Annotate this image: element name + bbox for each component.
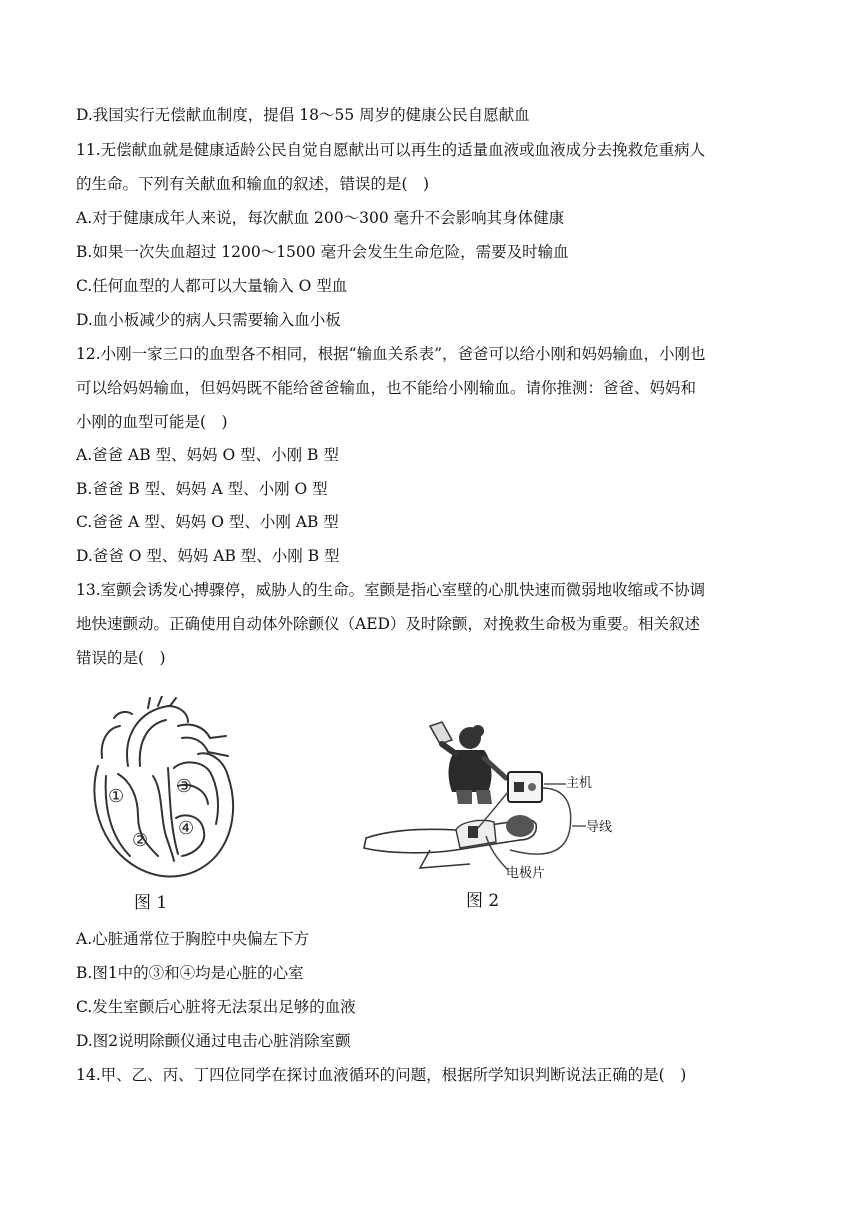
heart-outline (94, 753, 233, 876)
figure-2-caption: 图 2 (466, 891, 500, 911)
aed-host-device (508, 772, 542, 802)
figure-1-caption: 图 1 (134, 893, 168, 913)
q12-stem-line-1: 12.小刚一家三口的血型各不相同，根据“输血关系表”，爸爸可以给小刚和妈妈输血，小刚也 (76, 345, 706, 363)
q13-option-c: C.发生室颤后心脏将无法泵出足够的血液 (76, 998, 356, 1016)
q14-stem-line-1: 14.甲、乙、丙、丁四位同学在探讨血液循环的问题，根据所学知识判断说法正确的是( ) (76, 1066, 687, 1084)
q13-option-d: D.图2说明除颤仪通过电击心脏消除室颤 (76, 1032, 351, 1050)
q12-option-d: D.爸爸 O 型、妈妈 AB 型、小刚 B 型 (76, 547, 340, 565)
q13-option-a: A.心脏通常位于胸腔中央偏左下方 (76, 930, 310, 948)
q12-option-a: A.爸爸 AB 型、妈妈 O 型、小刚 B 型 (76, 446, 339, 464)
aed-illustration (360, 718, 640, 888)
q13-option-b: B.图1中的③和④均是心脏的心室 (76, 964, 304, 982)
heart-drawing (78, 696, 248, 886)
q13-stem-line-3: 错误的是( ) (76, 649, 166, 667)
q12-option-c: C.爸爸 A 型、妈妈 O 型、小刚 AB 型 (76, 513, 339, 531)
heart-diagram (78, 696, 248, 886)
aed-drawing (360, 718, 640, 888)
aed-label-electrode: 电极片 (506, 866, 546, 881)
q11-stem-line-2: 的生命。下列有关献血和输血的叙述，错误的是( ) (76, 175, 430, 193)
q12-stem-line-3: 小刚的血型可能是( ) (76, 413, 228, 431)
aed-label-wire: 导线 (586, 820, 613, 835)
q13-stem-line-2: 地快速颤动。正确使用自动体外除颤仪（AED）及时除颤，对挽救生命极为重要。相关叙述 (76, 615, 700, 633)
q13-stem-line-1: 13.室颤会诱发心搏骤停，威胁人的生命。室颤是指心室壁的心肌快速而微弱地收缩或不协调 (76, 581, 706, 599)
heart-label-3: ③ (176, 776, 193, 797)
q10-option-d: D.我国实行无偿献血制度，提倡 18～55 周岁的健康公民自愿献血 (76, 106, 530, 124)
rescuer-figure (430, 722, 506, 804)
q12-stem-line-2: 可以给妈妈输血，但妈妈既不能给爸爸输血，也不能给小刚输血。请你推测：爸爸、妈妈和 (76, 379, 697, 397)
q11-stem-line-1: 11.无偿献血就是健康适龄公民自觉自愿献出可以再生的适量血液或血液成分去挽救危重病人 (76, 141, 706, 159)
patient-figure (364, 815, 536, 868)
q11-option-a: A.对于健康成年人来说，每次献血 200～300 毫升不会影响其身体健康 (76, 209, 565, 227)
heart-label-2: ② (132, 830, 149, 851)
heart-label-1: ① (108, 786, 125, 807)
q12-option-b: B.爸爸 B 型、妈妈 A 型、小刚 O 型 (76, 480, 328, 498)
heart-label-4: ④ (178, 818, 195, 839)
q11-option-c: C.任何血型的人都可以大量输入 O 型血 (76, 277, 348, 295)
aed-label-host: 主机 (566, 776, 593, 791)
q11-option-d: D.血小板减少的病人只需要输入血小板 (76, 311, 341, 329)
q11-option-b: B.如果一次失血超过 1200～1500 毫升会发生生命危险，需要及时输血 (76, 243, 569, 261)
